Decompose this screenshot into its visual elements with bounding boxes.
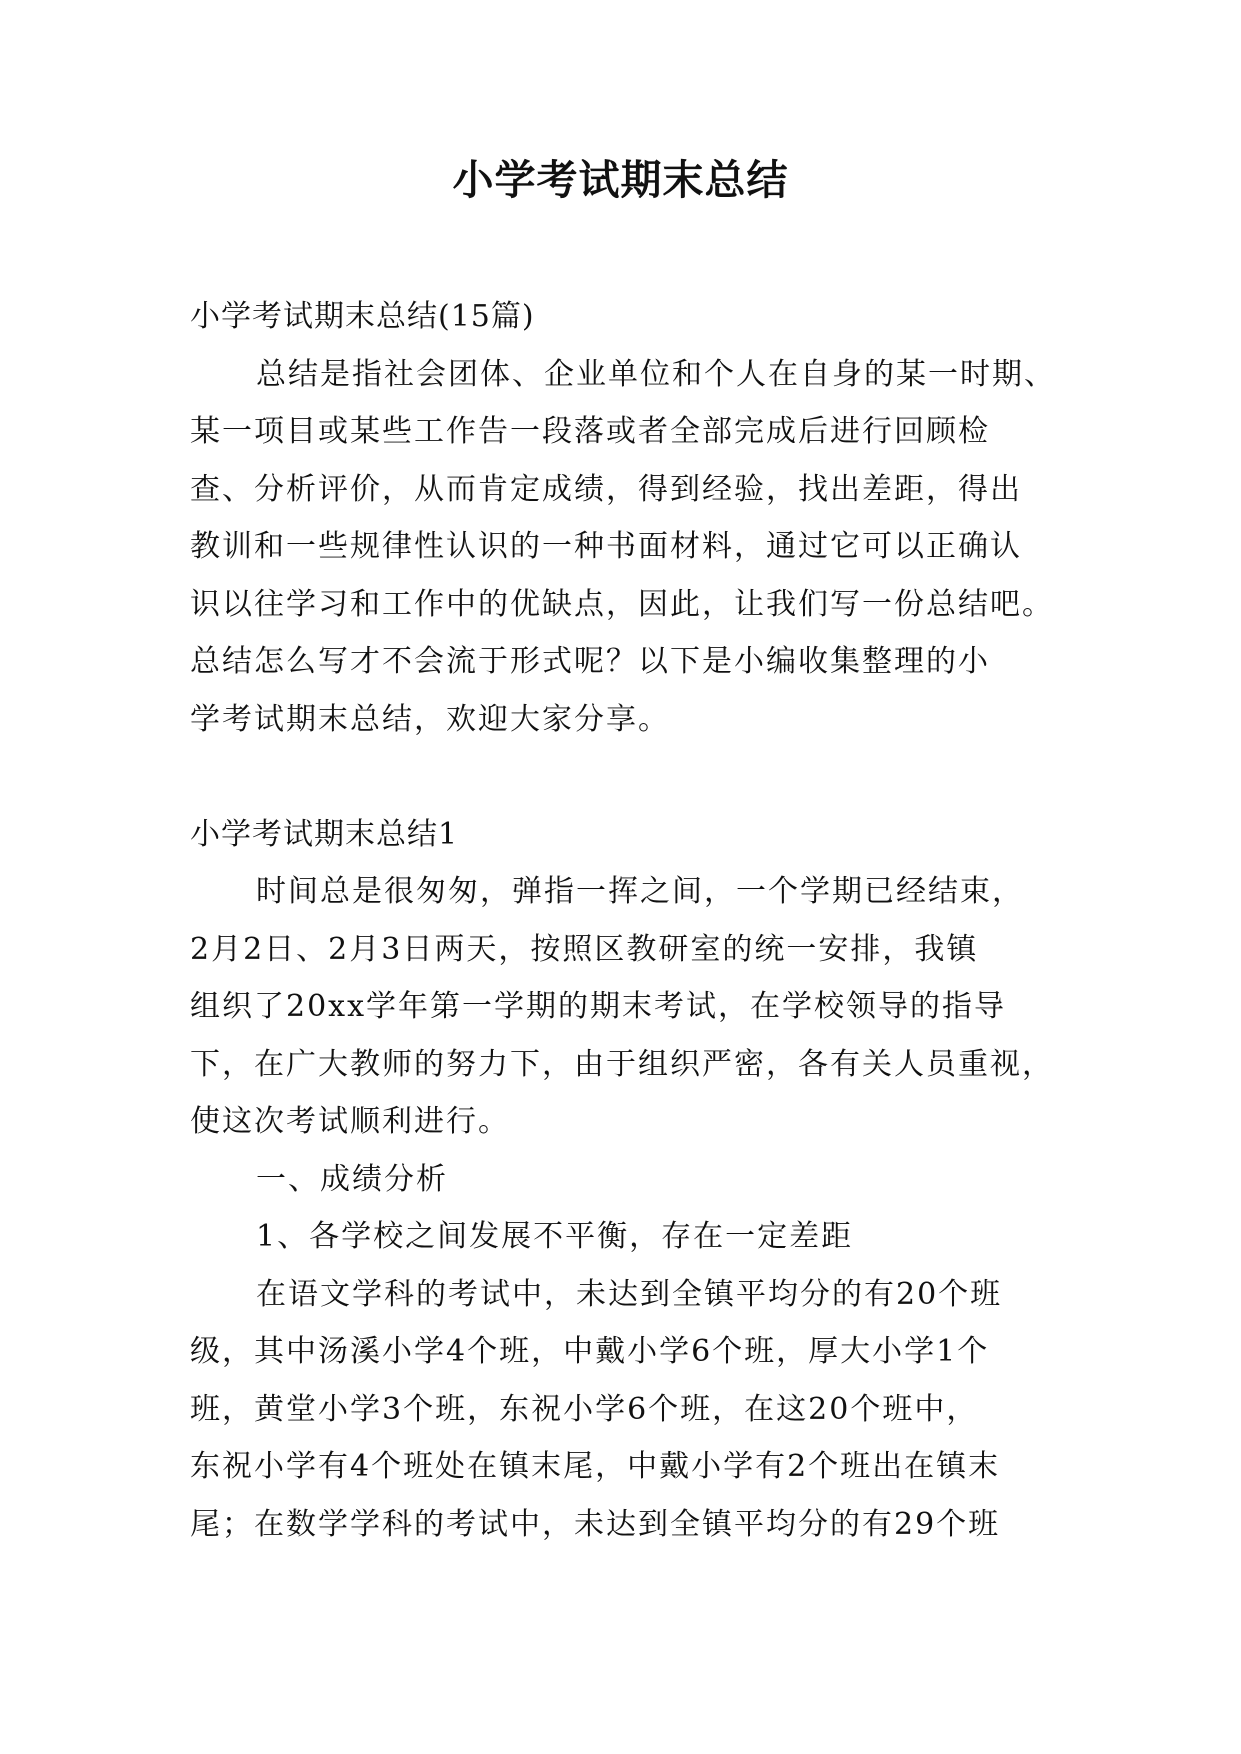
document-title: 小学考试期末总结 xyxy=(452,156,789,204)
document-body xyxy=(190,288,1060,1553)
section-line: 组织了20xx学年第一学期的期末考试，在学校领导的指导 xyxy=(190,989,1007,1024)
intro-line: 学考试期末总结，欢迎大家分享。 xyxy=(190,701,670,737)
intro-line: 教训和一些规律性认识的一种书面材料，通过它可以正确认 xyxy=(190,529,1022,564)
intro-line: 总结怎么写才不会流于形式呢？以下是小编收集整理的小 xyxy=(190,644,990,679)
section-line: 时间总是很匆匆，弹指一挥之间，一个学期已经结束， xyxy=(256,874,1024,909)
intro-line: 总结是指社会团体、企业单位和个人在自身的某一时期、 xyxy=(256,356,1056,392)
intro-line: 查、分析评价，从而肯定成绩，得到经验，找出差距，得出 xyxy=(190,471,1022,507)
paragraph-line: 东祝小学有4个班处在镇末尾，中戴小学有2个班出在镇末 xyxy=(190,1449,1001,1484)
section-line: 下，在广大教师的努力下，由于组织严密，各有关人员重视， xyxy=(190,1046,1054,1082)
paragraph-line: 尾；在数学学科的考试中，未达到全镇平均分的有29个班 xyxy=(190,1506,1001,1542)
section-heading: 小学考试期末总结1 xyxy=(190,816,459,852)
paragraph-gap xyxy=(190,748,1060,806)
paragraph-line: 班，黄堂小学3个班，东祝小学6个班，在这20个班中， xyxy=(190,1391,979,1427)
intro-line: 某一项目或某些工作告一段落或者全部完成后进行回顾检 xyxy=(190,414,990,449)
section-line: 2月2日、2月3日两天，按照区教研室的统一安排，我镇 xyxy=(190,931,979,967)
document-subtitle: 小学考试期末总结(15篇) xyxy=(190,299,535,334)
subheading-analysis: 一、成绩分析 xyxy=(256,1161,448,1197)
paragraph-line: 级，其中汤溪小学4个班，中戴小学6个班，厚大小学1个 xyxy=(190,1334,990,1369)
section-line: 使这次考试顺利进行。 xyxy=(190,1104,510,1139)
subheading-imbalance: 1、各学校之间发展不平衡，存在一定差距 xyxy=(256,1219,854,1254)
intro-line: 识以往学习和工作中的优缺点，因此，让我们写一份总结吧。 xyxy=(190,586,1054,622)
paragraph-line: 在语文学科的考试中，未达到全镇平均分的有20个班 xyxy=(256,1276,1003,1312)
